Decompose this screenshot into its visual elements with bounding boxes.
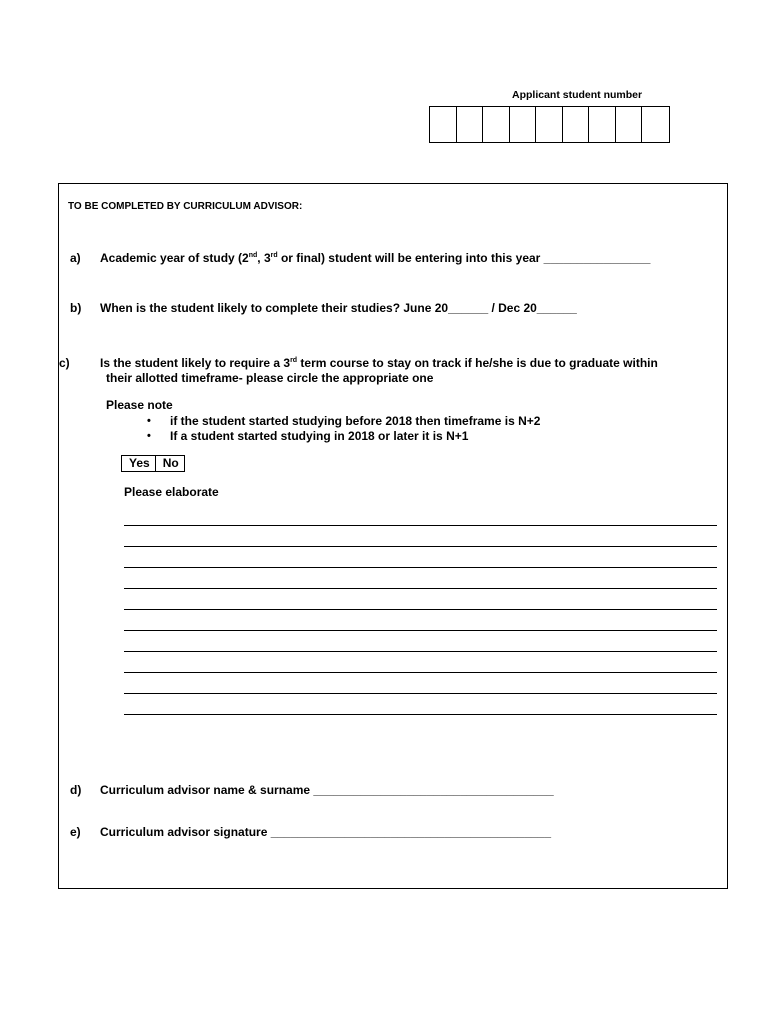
question-c-text-line-2: their allotted timeframe- please circle the appropriate one xyxy=(106,371,434,385)
yes-option[interactable]: Yes xyxy=(122,456,156,471)
applicant-number-label: Applicant student number xyxy=(512,89,643,101)
question-a-letter: a) xyxy=(70,251,81,265)
note-bullet-item: • if the student started studying before 2018 then timeframe is N+2 xyxy=(147,413,541,428)
elaborate-answer-line[interactable] xyxy=(124,714,717,715)
elaborate-answer-line[interactable] xyxy=(124,609,717,610)
question-b-text[interactable]: When is the student likely to complete their studies? June 20______ / Dec 20______ xyxy=(100,301,577,315)
question-c-text: Is the student likely to require a 3rd term course to stay on track if he/she is due to graduate within xyxy=(100,356,658,370)
section-title: TO BE COMPLETED BY CURRICULUM ADVISOR: xyxy=(68,201,303,212)
advisor-signature-field[interactable]: Curriculum advisor signature __________________________________________ xyxy=(100,825,552,839)
question-c-letter: c) xyxy=(59,356,70,370)
bullet-icon: • xyxy=(147,414,151,427)
elaborate-answer-line[interactable] xyxy=(124,588,717,589)
question-e-letter: e) xyxy=(70,825,81,839)
elaborate-answer-line[interactable] xyxy=(124,567,717,568)
digit-box-4[interactable] xyxy=(510,107,537,142)
note-bullet-item: • If a student started studying in 2018 or later it is N+1 xyxy=(147,428,469,443)
elaborate-answer-line[interactable] xyxy=(124,525,717,526)
digit-box-1[interactable] xyxy=(430,107,457,142)
digit-box-5[interactable] xyxy=(536,107,563,142)
elaborate-answer-line[interactable] xyxy=(124,630,717,631)
question-d-letter: d) xyxy=(70,783,82,797)
digit-box-9[interactable] xyxy=(642,107,669,142)
question-b-letter: b) xyxy=(70,301,82,315)
digit-box-3[interactable] xyxy=(483,107,510,142)
elaborate-answer-line[interactable] xyxy=(124,651,717,652)
applicant-number-grid[interactable] xyxy=(429,106,670,143)
digit-box-7[interactable] xyxy=(589,107,616,142)
digit-box-8[interactable] xyxy=(616,107,643,142)
please-elaborate-label: Please elaborate xyxy=(124,485,219,499)
question-a-text[interactable]: Academic year of study (2nd, 3rd or final) student will be entering into this year ________________ xyxy=(100,251,651,265)
no-option[interactable]: No xyxy=(162,456,179,470)
elaborate-answer-line[interactable] xyxy=(124,672,717,673)
please-note-heading: Please note xyxy=(106,398,173,412)
digit-box-2[interactable] xyxy=(457,107,484,142)
bullet-icon: • xyxy=(147,429,151,442)
digit-box-6[interactable] xyxy=(563,107,590,142)
advisor-name-field[interactable]: Curriculum advisor name & surname ____________________________________ xyxy=(100,783,554,797)
yes-no-choice xyxy=(121,455,185,472)
elaborate-answer-line[interactable] xyxy=(124,693,717,694)
elaborate-answer-line[interactable] xyxy=(124,546,717,547)
note-bullet-list xyxy=(147,413,540,443)
